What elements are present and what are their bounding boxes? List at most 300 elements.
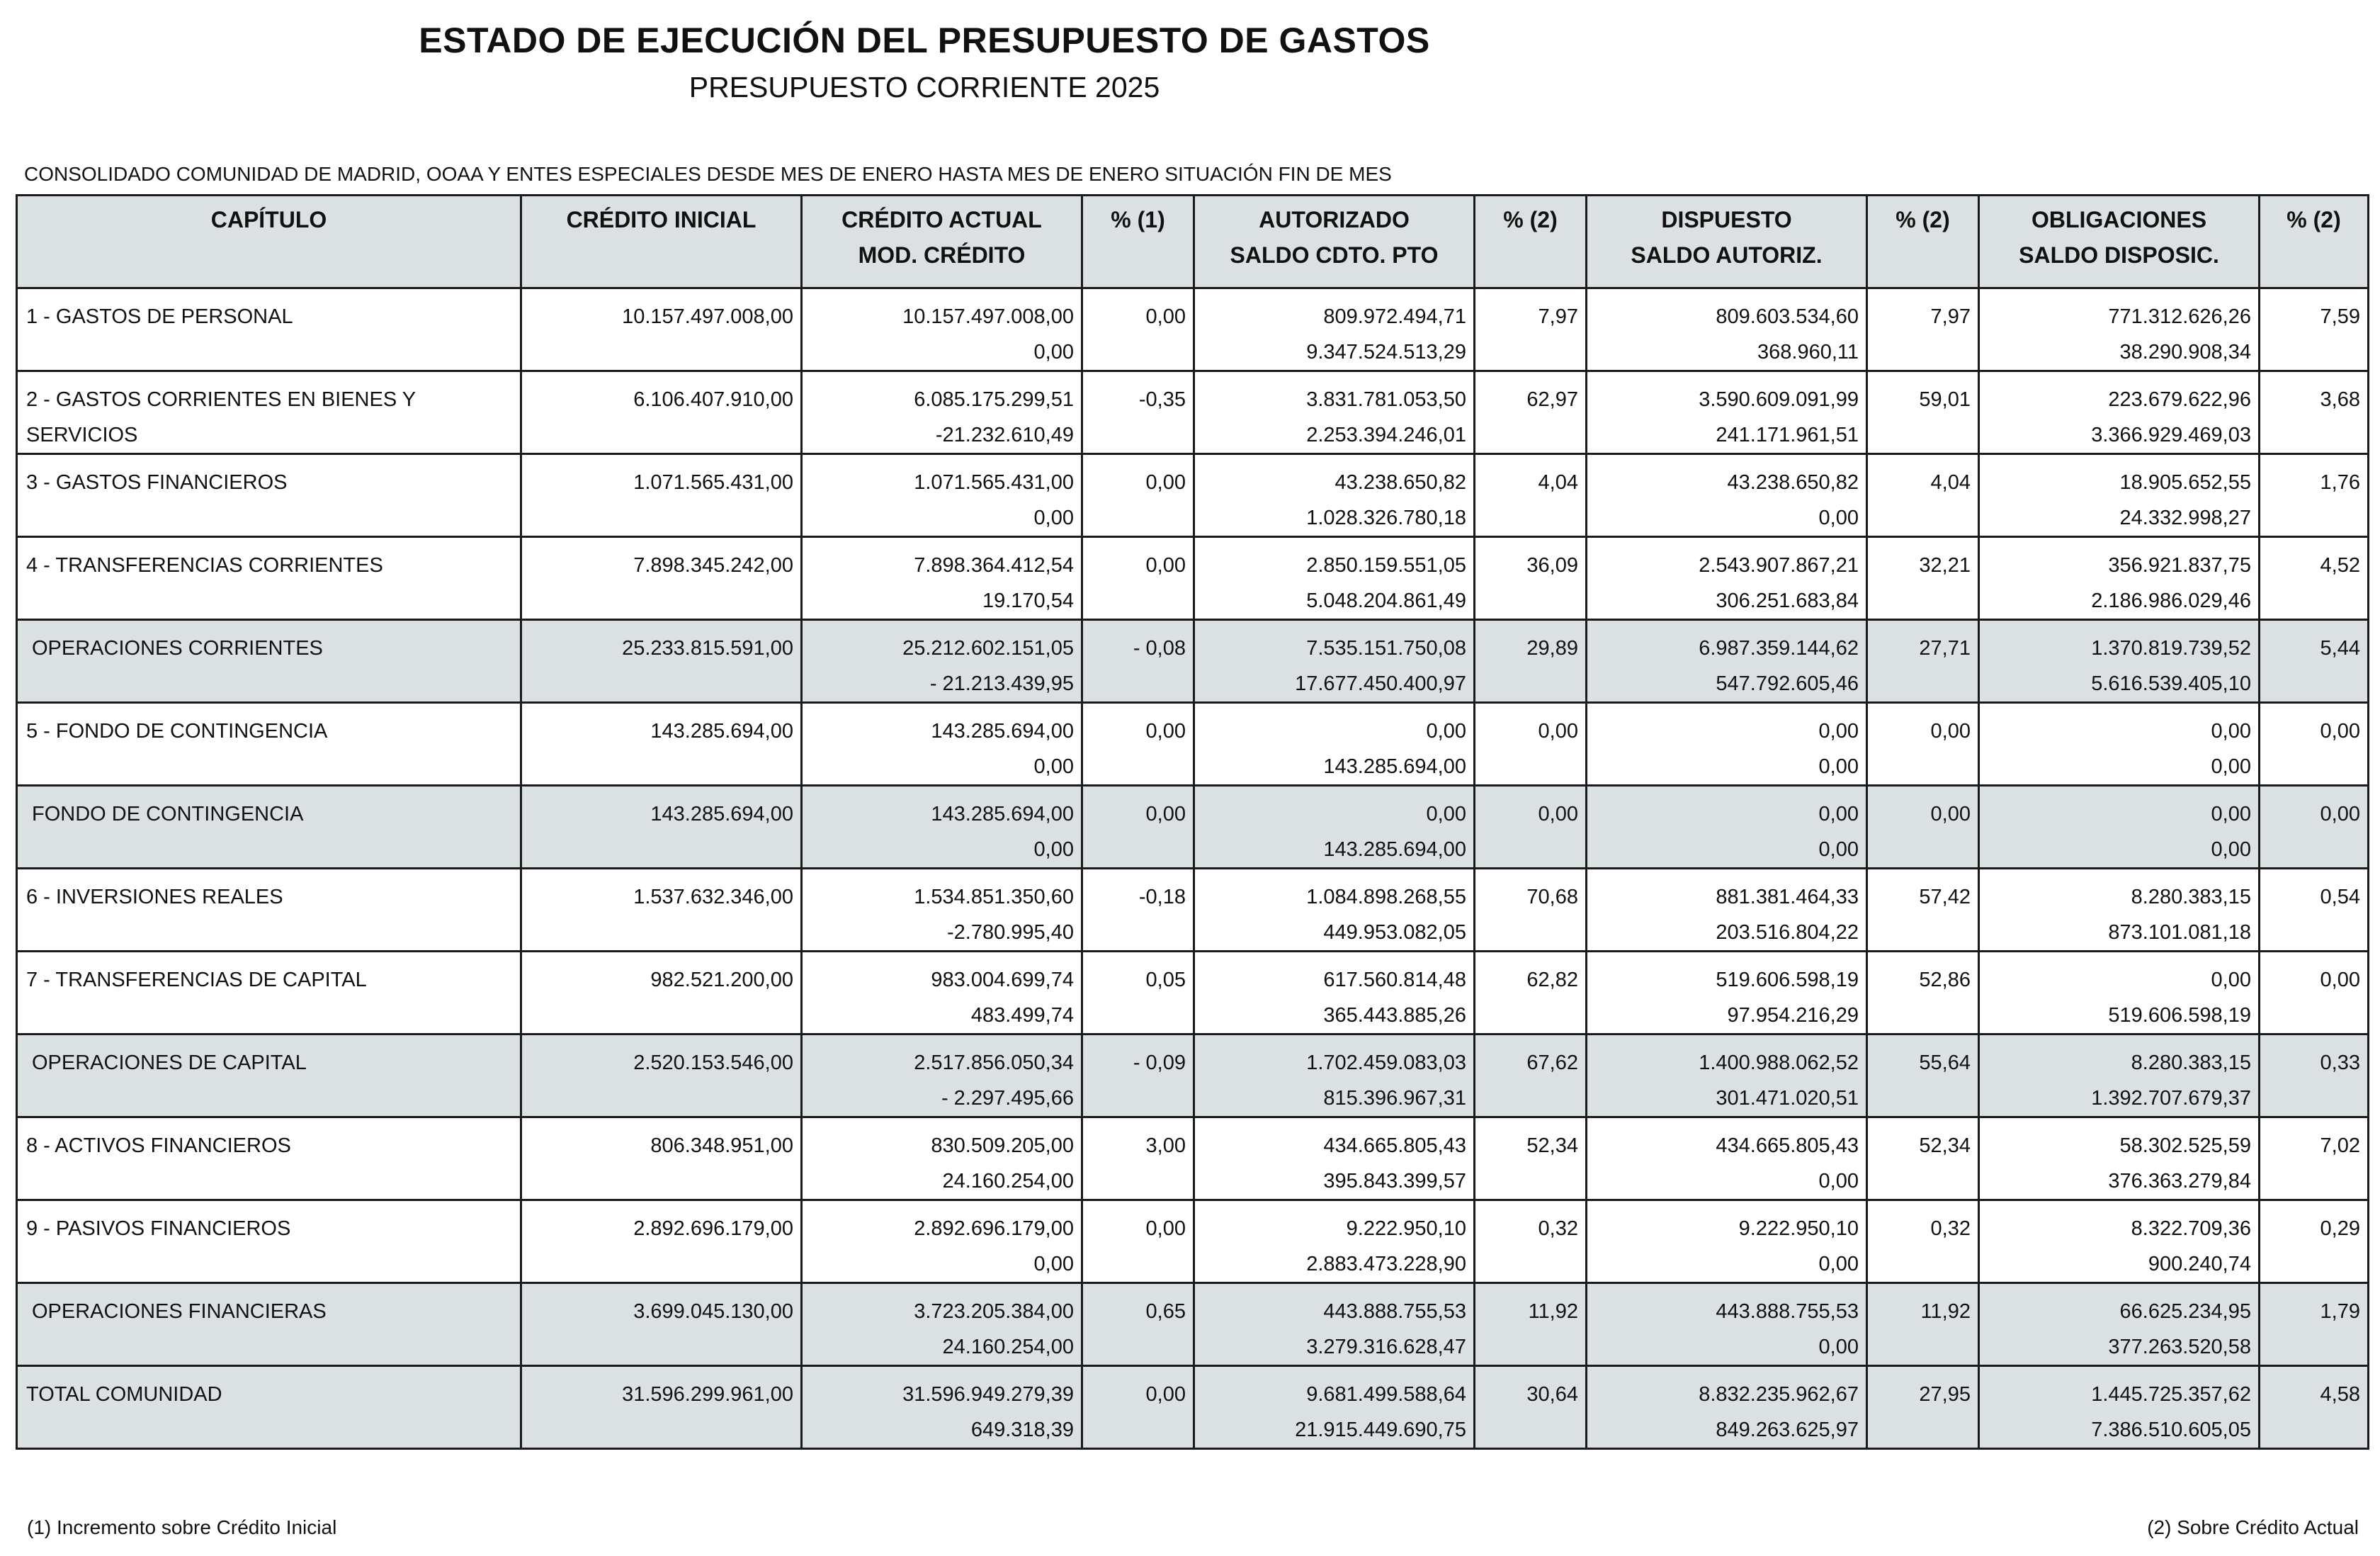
value-mod-credito: 0,00 (1033, 1253, 1074, 1275)
value-pct2a: 30,64 (1526, 1383, 1578, 1406)
cell-dispuesto (1587, 952, 1867, 1034)
cell-credito-actual (802, 1034, 1082, 1117)
value-dispuesto: 6.987.359.144,62 (1699, 637, 1859, 660)
value-pct2b: 32,21 (1919, 554, 1971, 577)
row-label: 3 - GASTOS FINANCIEROS (26, 471, 288, 494)
cell-obligaciones (1979, 786, 2260, 869)
cell-pct1 (1082, 288, 1194, 371)
cell-credito-actual (802, 952, 1082, 1034)
cell-pct2-autorizado (1475, 620, 1587, 703)
value-credito-inicial: 10.157.497.008,00 (622, 305, 793, 328)
value-pct2a: 52,34 (1526, 1134, 1578, 1157)
value-obligaciones: 66.625.234,95 (2119, 1300, 2251, 1323)
value-pct2c: 4,58 (2320, 1383, 2360, 1406)
value-autorizado: 2.850.159.551,05 (1306, 554, 1466, 577)
cell-credito-actual (802, 620, 1082, 703)
cell-pct2-dispuesto (1867, 454, 1979, 537)
row-label: OPERACIONES CORRIENTES (32, 637, 323, 660)
cell-dispuesto (1587, 703, 1867, 786)
value-saldo-cdto: 9.347.524.513,29 (1306, 341, 1466, 363)
cell-pct1 (1082, 786, 1194, 869)
header-credito-actual: CRÉDITO ACTUAL MOD. CRÉDITO (802, 196, 1082, 288)
cell-dispuesto (1587, 537, 1867, 620)
cell-autorizado (1194, 1200, 1475, 1283)
cell-capitulo (17, 1283, 521, 1366)
value-credito-inicial: 1.537.632.346,00 (633, 886, 793, 908)
value-mod-credito: - 2.297.495,66 (941, 1087, 1074, 1110)
value-dispuesto: 434.665.805,43 (1716, 1134, 1859, 1157)
cell-credito-actual (802, 703, 1082, 786)
value-dispuesto: 443.888.755,53 (1716, 1300, 1859, 1323)
cell-credito-actual (802, 371, 1082, 454)
value-dispuesto: 0,00 (1818, 803, 1859, 825)
cell-obligaciones (1979, 869, 2260, 952)
cell-credito-inicial (521, 537, 802, 620)
cell-autorizado (1194, 952, 1475, 1034)
value-pct1: - 0,08 (1133, 637, 1186, 660)
value-obligaciones: 356.921.837,75 (2108, 554, 2251, 577)
value-autorizado: 3.831.781.053,50 (1306, 388, 1466, 411)
value-pct2a: 29,89 (1526, 637, 1578, 660)
cell-pct2-dispuesto (1867, 1283, 1979, 1366)
value-saldo-cdto: 1.028.326.780,18 (1306, 507, 1466, 529)
value-saldo-disposic: 519.606.598,19 (2108, 1004, 2251, 1027)
cell-pct2-autorizado (1475, 1283, 1587, 1366)
cell-capitulo (17, 1117, 521, 1200)
cell-credito-actual (802, 454, 1082, 537)
cell-dispuesto (1587, 786, 1867, 869)
value-credito-inicial: 2.892.696.179,00 (633, 1217, 793, 1240)
value-saldo-disposic: 377.263.520,58 (2108, 1336, 2251, 1358)
cell-capitulo (17, 454, 521, 537)
value-mod-credito: -2.780.995,40 (947, 921, 1074, 944)
value-dispuesto: 809.603.534,60 (1716, 305, 1859, 328)
value-pct1: 3,00 (1145, 1134, 1186, 1157)
cell-dispuesto (1587, 1117, 1867, 1200)
subtotal-row (17, 1034, 2369, 1117)
table-row (17, 952, 2369, 1034)
value-saldo-disposic: 0,00 (2211, 838, 2251, 861)
value-obligaciones: 1.445.725.357,62 (2091, 1383, 2251, 1406)
cell-pct1 (1082, 869, 1194, 952)
value-pct2c: 7,59 (2320, 305, 2360, 328)
cell-pct2-dispuesto (1867, 1366, 1979, 1449)
cell-obligaciones (1979, 1200, 2260, 1283)
cell-pct2-obligaciones (2260, 1366, 2369, 1449)
value-credito-inicial: 3.699.045.130,00 (633, 1300, 793, 1323)
table-row (17, 1117, 2369, 1200)
cell-pct2-autorizado (1475, 786, 1587, 869)
row-label: FONDO DE CONTINGENCIA (32, 803, 304, 825)
row-label: 6 - INVERSIONES REALES (26, 886, 283, 908)
report-scope: CONSOLIDADO COMUNIDAD DE MADRID, OOAA Y ENTES ESPECIALES DESDE MES DE ENERO HASTA MES DE ENERO SITUACIÓN FIN DE MES (24, 163, 1392, 185)
value-saldo-cdto: 5.048.204.861,49 (1306, 590, 1466, 612)
value-credito-actual: 1.071.565.431,00 (914, 471, 1074, 494)
cell-credito-inicial (521, 1117, 802, 1200)
value-saldo-autoriz: 0,00 (1818, 1170, 1859, 1193)
value-credito-inicial: 806.348.951,00 (650, 1134, 793, 1157)
cell-pct2-autorizado (1475, 1366, 1587, 1449)
value-pct2b: 27,71 (1919, 637, 1971, 660)
value-dispuesto: 9.222.950,10 (1738, 1217, 1859, 1240)
cell-dispuesto (1587, 288, 1867, 371)
cell-pct2-dispuesto (1867, 1200, 1979, 1283)
cell-capitulo (17, 1034, 521, 1117)
value-credito-actual: 7.898.364.412,54 (914, 554, 1074, 577)
value-obligaciones: 8.322.709,36 (2131, 1217, 2251, 1240)
value-credito-inicial: 6.106.407.910,00 (633, 388, 793, 411)
cell-pct1 (1082, 537, 1194, 620)
row-label: 7 - TRANSFERENCIAS DE CAPITAL (26, 969, 367, 991)
cell-obligaciones (1979, 952, 2260, 1034)
cell-credito-inicial (521, 869, 802, 952)
value-mod-credito: -21.232.610,49 (935, 424, 1074, 446)
value-dispuesto: 0,00 (1818, 720, 1859, 743)
cell-pct2-dispuesto (1867, 1034, 1979, 1117)
value-credito-actual: 143.285.694,00 (931, 720, 1074, 743)
value-mod-credito: 0,00 (1033, 341, 1074, 363)
cell-capitulo (17, 869, 521, 952)
value-obligaciones: 0,00 (2211, 803, 2251, 825)
value-saldo-autoriz: 241.171.961,51 (1716, 424, 1859, 446)
header-pct2-dispuesto: % (2) (1867, 196, 1979, 288)
cell-autorizado (1194, 454, 1475, 537)
cell-pct2-obligaciones (2260, 1200, 2369, 1283)
value-obligaciones: 8.280.383,15 (2131, 1052, 2251, 1074)
value-pct1: 0,00 (1145, 1217, 1186, 1240)
value-pct2b: 7,97 (1930, 305, 1971, 328)
value-credito-inicial: 25.233.815.591,00 (622, 637, 793, 660)
row-label: 5 - FONDO DE CONTINGENCIA (26, 720, 328, 743)
cell-dispuesto (1587, 1283, 1867, 1366)
header-autorizado: AUTORIZADO SALDO CDTO. PTO (1194, 196, 1475, 288)
value-pct2b: 0,00 (1930, 720, 1971, 743)
cell-obligaciones (1979, 703, 2260, 786)
cell-pct2-obligaciones (2260, 1283, 2369, 1366)
value-pct2a: 11,92 (1528, 1300, 1578, 1323)
cell-obligaciones (1979, 1034, 2260, 1117)
table-row (17, 703, 2369, 786)
value-pct2b: 11,92 (1920, 1300, 1971, 1323)
value-autorizado: 9.222.950,10 (1346, 1217, 1466, 1240)
value-saldo-autoriz: 0,00 (1818, 755, 1859, 778)
value-autorizado: 9.681.499.588,64 (1306, 1383, 1466, 1406)
value-pct1: 0,05 (1145, 969, 1186, 991)
cell-obligaciones (1979, 454, 2260, 537)
value-pct1: - 0,09 (1133, 1052, 1186, 1074)
row-label: 4 - TRANSFERENCIAS CORRIENTES (26, 554, 383, 577)
cell-dispuesto (1587, 620, 1867, 703)
cell-capitulo (17, 537, 521, 620)
cell-pct1 (1082, 371, 1194, 454)
value-pct2c: 4,52 (2320, 554, 2360, 577)
value-pct2a: 0,00 (1538, 720, 1578, 743)
value-saldo-disposic: 873.101.081,18 (2108, 921, 2251, 944)
cell-pct1 (1082, 703, 1194, 786)
total-row (17, 1366, 2369, 1449)
value-credito-actual: 1.534.851.350,60 (914, 886, 1074, 908)
subtotal-row (17, 786, 2369, 869)
value-saldo-disposic: 3.366.929.469,03 (2091, 424, 2251, 446)
value-saldo-disposic: 0,00 (2211, 755, 2251, 778)
cell-capitulo (17, 786, 521, 869)
cell-autorizado (1194, 1034, 1475, 1117)
value-pct2a: 70,68 (1526, 886, 1578, 908)
cell-pct2-autorizado (1475, 1034, 1587, 1117)
value-saldo-autoriz: 0,00 (1818, 1336, 1859, 1358)
cell-pct2-autorizado (1475, 952, 1587, 1034)
value-mod-credito: 24.160.254,00 (942, 1170, 1074, 1193)
value-pct2b: 4,04 (1930, 471, 1971, 494)
cell-obligaciones (1979, 1117, 2260, 1200)
cell-obligaciones (1979, 371, 2260, 454)
cell-pct2-dispuesto (1867, 537, 1979, 620)
subtotal-row (17, 620, 2369, 703)
value-credito-inicial: 31.596.299.961,00 (622, 1383, 793, 1406)
value-autorizado: 43.238.650,82 (1334, 471, 1466, 494)
value-saldo-disposic: 5.616.539.405,10 (2091, 672, 2251, 695)
cell-credito-inicial (521, 288, 802, 371)
value-saldo-autoriz: 849.263.625,97 (1716, 1419, 1859, 1441)
cell-pct2-dispuesto (1867, 620, 1979, 703)
cell-pct2-obligaciones (2260, 1034, 2369, 1117)
cell-autorizado (1194, 786, 1475, 869)
value-saldo-disposic: 2.186.986.029,46 (2091, 590, 2251, 612)
cell-credito-inicial (521, 1366, 802, 1449)
cell-pct2-obligaciones (2260, 620, 2369, 703)
cell-credito-inicial (521, 620, 802, 703)
value-credito-inicial: 7.898.345.242,00 (633, 554, 793, 577)
cell-autorizado (1194, 620, 1475, 703)
row-label: 8 - ACTIVOS FINANCIEROS (26, 1134, 291, 1157)
value-saldo-autoriz: 0,00 (1818, 507, 1859, 529)
cell-autorizado (1194, 1366, 1475, 1449)
cell-credito-actual (802, 1117, 1082, 1200)
cell-pct2-dispuesto (1867, 371, 1979, 454)
cell-dispuesto (1587, 454, 1867, 537)
value-pct2a: 62,97 (1526, 388, 1578, 411)
cell-obligaciones (1979, 1283, 2260, 1366)
cell-dispuesto (1587, 1366, 1867, 1449)
value-saldo-cdto: 815.396.967,31 (1323, 1087, 1466, 1110)
value-obligaciones: 0,00 (2211, 969, 2251, 991)
value-obligaciones: 18.905.652,55 (2119, 471, 2251, 494)
cell-pct1 (1082, 620, 1194, 703)
value-pct2c: 0,33 (2320, 1052, 2360, 1074)
value-pct1: 0,00 (1145, 554, 1186, 577)
value-pct2c: 0,00 (2320, 969, 2360, 991)
cell-capitulo (17, 952, 521, 1034)
cell-pct2-obligaciones (2260, 869, 2369, 952)
cell-credito-inicial (521, 1283, 802, 1366)
value-dispuesto: 43.238.650,82 (1727, 471, 1859, 494)
value-pct1: 0,00 (1145, 803, 1186, 825)
cell-credito-actual (802, 537, 1082, 620)
row-label: OPERACIONES DE CAPITAL (32, 1052, 307, 1074)
value-pct2b: 55,64 (1919, 1052, 1971, 1074)
cell-credito-inicial (521, 371, 802, 454)
header-capitulo: CAPÍTULO (17, 196, 521, 288)
value-obligaciones: 58.302.525,59 (2119, 1134, 2251, 1157)
value-credito-actual: 31.596.949.279,39 (902, 1383, 1074, 1406)
value-dispuesto: 8.832.235.962,67 (1699, 1383, 1859, 1406)
cell-credito-actual (802, 1366, 1082, 1449)
cell-pct2-dispuesto (1867, 869, 1979, 952)
cell-credito-inicial (521, 786, 802, 869)
cell-pct2-obligaciones (2260, 371, 2369, 454)
cell-pct2-obligaciones (2260, 952, 2369, 1034)
header-pct2-autorizado: % (2) (1475, 196, 1587, 288)
cell-obligaciones (1979, 620, 2260, 703)
value-obligaciones: 771.312.626,26 (2108, 305, 2251, 328)
cell-autorizado (1194, 1283, 1475, 1366)
cell-pct1 (1082, 1200, 1194, 1283)
value-pct2c: 0,00 (2320, 720, 2360, 743)
cell-pct2-obligaciones (2260, 786, 2369, 869)
value-saldo-disposic: 376.363.279,84 (2108, 1170, 2251, 1193)
value-pct2b: 57,42 (1919, 886, 1971, 908)
cell-autorizado (1194, 288, 1475, 371)
header-pct1: % (1) (1082, 196, 1194, 288)
value-saldo-cdto: 449.953.082,05 (1323, 921, 1466, 944)
value-credito-actual: 983.004.699,74 (931, 969, 1074, 991)
cell-pct2-autorizado (1475, 371, 1587, 454)
value-credito-inicial: 143.285.694,00 (650, 720, 793, 743)
value-pct2a: 36,09 (1526, 554, 1578, 577)
value-pct2a: 7,97 (1538, 305, 1578, 328)
cell-dispuesto (1587, 371, 1867, 454)
value-pct1: -0,35 (1138, 388, 1186, 411)
value-autorizado: 809.972.494,71 (1323, 305, 1466, 328)
subtotal-row (17, 1283, 2369, 1366)
value-mod-credito: 19.170,54 (982, 590, 1074, 612)
table-row (17, 537, 2369, 620)
row-label: OPERACIONES FINANCIERAS (32, 1300, 327, 1323)
value-obligaciones: 1.370.819.739,52 (2091, 637, 2251, 660)
cell-autorizado (1194, 537, 1475, 620)
cell-pct2-autorizado (1475, 1117, 1587, 1200)
cell-pct1 (1082, 1366, 1194, 1449)
value-autorizado: 617.560.814,48 (1323, 969, 1466, 991)
value-pct2b: 0,32 (1930, 1217, 1971, 1240)
cell-pct2-obligaciones (2260, 288, 2369, 371)
value-pct1: -0,18 (1138, 886, 1186, 908)
value-saldo-autoriz: 203.516.804,22 (1716, 921, 1859, 944)
cell-dispuesto (1587, 869, 1867, 952)
cell-pct2-autorizado (1475, 537, 1587, 620)
cell-pct2-dispuesto (1867, 952, 1979, 1034)
value-pct2c: 5,44 (2320, 637, 2360, 660)
cell-autorizado (1194, 703, 1475, 786)
cell-pct2-autorizado (1475, 288, 1587, 371)
cell-credito-inicial (521, 703, 802, 786)
value-credito-actual: 3.723.205.384,00 (914, 1300, 1074, 1323)
cell-credito-actual (802, 288, 1082, 371)
report-subtitle: PRESUPUESTO CORRIENTE 2025 (688, 71, 1160, 103)
cell-credito-inicial (521, 1200, 802, 1283)
value-credito-actual: 25.212.602.151,05 (902, 637, 1074, 660)
value-credito-actual: 830.509.205,00 (931, 1134, 1074, 1157)
cell-pct1 (1082, 1283, 1194, 1366)
header-pct2-obligaciones: % (2) (2260, 196, 2369, 288)
cell-autorizado (1194, 371, 1475, 454)
row-label: TOTAL COMUNIDAD (26, 1383, 222, 1406)
value-pct2c: 0,29 (2320, 1217, 2360, 1240)
value-saldo-disposic: 900.240,74 (2148, 1253, 2251, 1275)
cell-pct2-autorizado (1475, 703, 1587, 786)
value-pct2a: 62,82 (1526, 969, 1578, 991)
value-saldo-autoriz: 97.954.216,29 (1727, 1004, 1859, 1027)
value-pct2a: 0,32 (1538, 1217, 1578, 1240)
row-label: 2 - GASTOS CORRIENTES EN BIENES Y SERVICIOS (26, 388, 416, 446)
value-pct2c: 3,68 (2320, 388, 2360, 411)
value-obligaciones: 8.280.383,15 (2131, 886, 2251, 908)
cell-pct1 (1082, 454, 1194, 537)
value-mod-credito: 0,00 (1033, 755, 1074, 778)
value-autorizado: 434.665.805,43 (1323, 1134, 1466, 1157)
cell-autorizado (1194, 1117, 1475, 1200)
value-saldo-disposic: 24.332.998,27 (2119, 507, 2251, 529)
value-autorizado: 0,00 (1426, 803, 1466, 825)
value-dispuesto: 1.400.988.062,52 (1699, 1052, 1859, 1074)
value-saldo-cdto: 365.443.885,26 (1323, 1004, 1466, 1027)
value-mod-credito: 483.499,74 (970, 1004, 1074, 1027)
value-saldo-autoriz: 547.792.605,46 (1716, 672, 1859, 695)
value-autorizado: 1.702.459.083,03 (1306, 1052, 1466, 1074)
table-row (17, 288, 2369, 371)
table-row (17, 869, 2369, 952)
cell-capitulo (17, 288, 521, 371)
value-saldo-cdto: 2.253.394.246,01 (1306, 424, 1466, 446)
header-credito-inicial: CRÉDITO INICIAL (521, 196, 802, 288)
value-saldo-autoriz: 0,00 (1818, 1253, 1859, 1275)
value-mod-credito: - 21.213.439,95 (929, 672, 1074, 695)
value-saldo-autoriz: 301.471.020,51 (1716, 1087, 1859, 1110)
footnote-2: (2) Sobre Crédito Actual (2147, 1516, 2359, 1538)
value-mod-credito: 0,00 (1033, 838, 1074, 861)
value-dispuesto: 881.381.464,33 (1716, 886, 1859, 908)
value-saldo-autoriz: 368.960,11 (1757, 341, 1859, 363)
cell-obligaciones (1979, 1366, 2260, 1449)
header-dispuesto: DISPUESTO SALDO AUTORIZ. (1587, 196, 1867, 288)
cell-pct2-obligaciones (2260, 1117, 2369, 1200)
table-row (17, 1200, 2369, 1283)
value-credito-actual: 2.517.856.050,34 (914, 1052, 1074, 1074)
value-pct2b: 59,01 (1919, 388, 1971, 411)
cell-credito-actual (802, 786, 1082, 869)
cell-pct2-dispuesto (1867, 1117, 1979, 1200)
value-pct1: 0,00 (1145, 1383, 1186, 1406)
cell-pct2-autorizado (1475, 869, 1587, 952)
value-obligaciones: 223.679.622,96 (2108, 388, 2251, 411)
value-pct2b: 52,34 (1919, 1134, 1971, 1157)
value-saldo-autoriz: 306.251.683,84 (1716, 590, 1859, 612)
cell-obligaciones (1979, 288, 2260, 371)
value-mod-credito: 24.160.254,00 (942, 1336, 1074, 1358)
table-row (17, 371, 2369, 454)
header-row (17, 196, 2369, 288)
value-credito-inicial: 2.520.153.546,00 (633, 1052, 793, 1074)
value-saldo-autoriz: 0,00 (1818, 838, 1859, 861)
value-dispuesto: 2.543.907.867,21 (1699, 554, 1859, 577)
value-credito-inicial: 1.071.565.431,00 (633, 471, 793, 494)
value-credito-inicial: 982.521.200,00 (650, 969, 793, 991)
cell-pct2-dispuesto (1867, 786, 1979, 869)
value-saldo-cdto: 395.843.399,57 (1323, 1170, 1466, 1193)
value-autorizado: 0,00 (1426, 720, 1466, 743)
value-saldo-cdto: 21.915.449.690,75 (1295, 1419, 1466, 1441)
cell-capitulo (17, 703, 521, 786)
